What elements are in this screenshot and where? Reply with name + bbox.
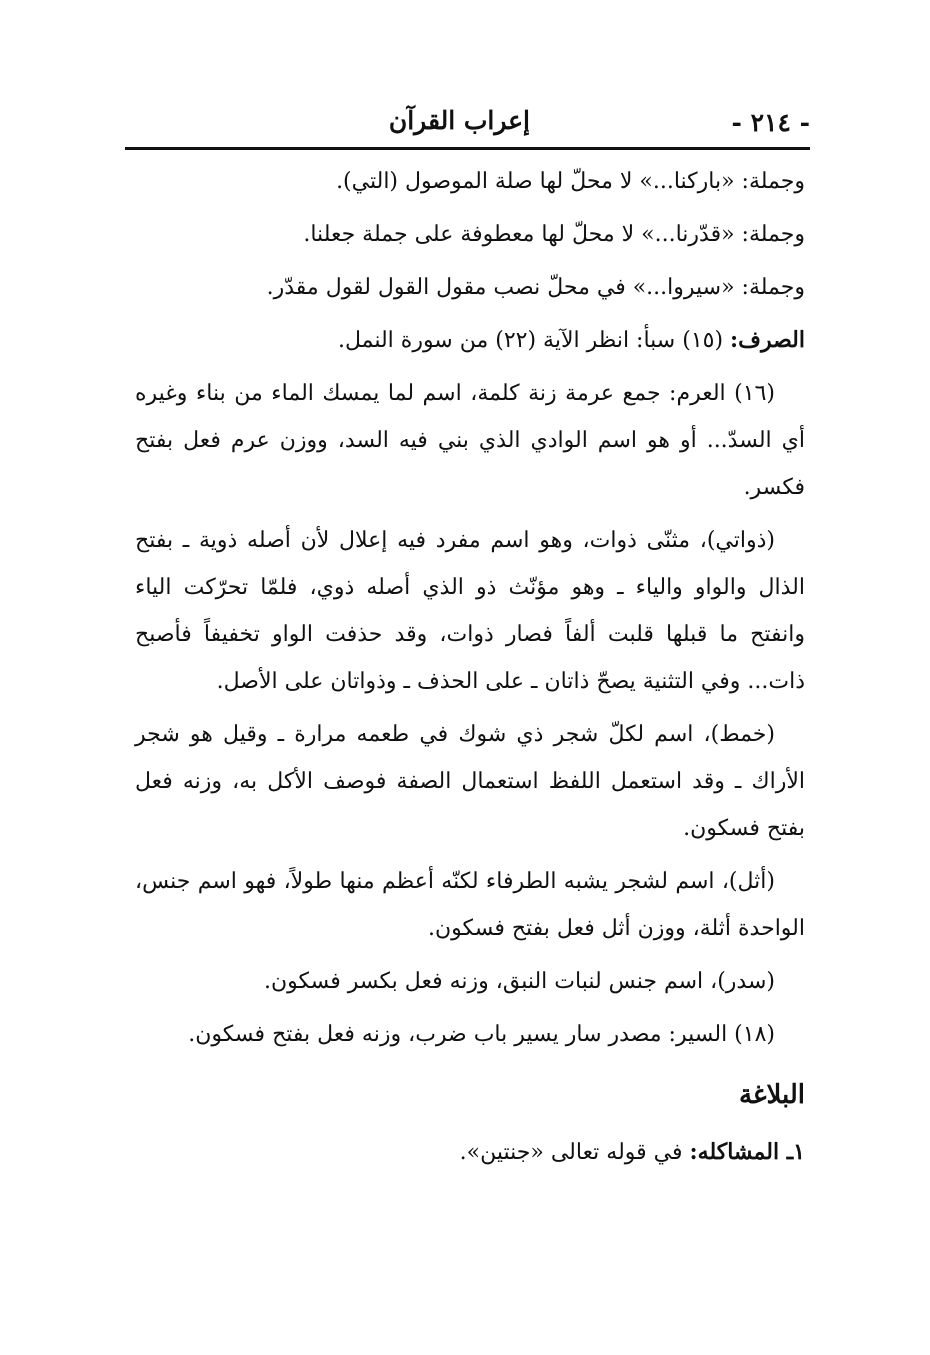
balagha-point-1-label: ١ـ المشاكله: [689,1139,805,1165]
balagha-point-1 [135,1129,805,1176]
page-header [125,104,810,144]
book-title: إعراب القرآن [388,106,530,135]
paragraph-sayr: (١٨) السير: مصدر سار يسير باب ضرب، وزنه فعل بفتح فسكون. [188,1022,775,1047]
sarf-line [135,317,805,364]
page-number: - ٢١٤ - [731,108,810,137]
paragraph-sidr: (سدر)، اسم جنس لنبات النبق، وزنه فعل بكسر فسكون. [263,969,775,994]
section-title-balagha: البلاغة [738,1080,805,1110]
header-rule [125,147,810,150]
paragraph-aram: (١٦) العرم: جمع عرمة زنة كلمة، اسم لما يمسك الماء من بناء وغيره أي السدّ... أو هو اسم الوادي الذي بني فيه السد، ووزن عرم فعل بفتح فكسر. [135,381,805,500]
paragraph-athl: (أثل)، اسم لشجر يشبه الطرفاء لكنّه أعظم منها طولاً، فهو اسم جنس، الواحدة أثلة، ووزن أثل فعل بفتح فسكون. [135,869,805,941]
paragraph-khamt: (خمط)، اسم لكلّ شجر ذي شوك في طعمه مرارة ـ وقيل هو شجر الأراك ـ وقد استعمل اللفظ استعمال الصفة فوصف الأكل به، وزنه فعل بفتح فسكون. [135,722,805,841]
page-body [135,158,805,1182]
balagha-point-1-text: في قوله تعالى «جنتين». [459,1140,690,1165]
sentence-line-1: وجملة: «باركنا...» لا محلّ لها صلة الموصول (التي). [336,169,805,194]
sentence-line-3: وجملة: «سيروا...» في محلّ نصب مقول القول لقول مقدّر. [266,275,805,300]
sarf-text: (١٥) سبأ: انظر الآية (٢٢) من سورة النمل. [337,328,731,353]
sarf-label: الصرف: [730,327,805,353]
paragraph-dhawatay: (ذواتي)، مثنّى ذوات، وهو اسم مفرد فيه إعلال لأن أصله ذوية ـ بفتح الذال والواو والياء ـ وهو مؤنّث ذو الذي أصله ذوي، فلمّا تحرّكت الياء وانفتح ما قبلها قلبت ألفاً فصار ذوات، وقد حذفت الواو تخفيفاً فأصبح ذات... وفي التثنية يصحّ ذاتان ـ على الحذف ـ وذواتان على الأصل. [135,528,805,694]
sentence-line-2: وجملة: «قدّرنا...» لا محلّ لها معطوفة على جملة جعلنا. [303,222,805,247]
